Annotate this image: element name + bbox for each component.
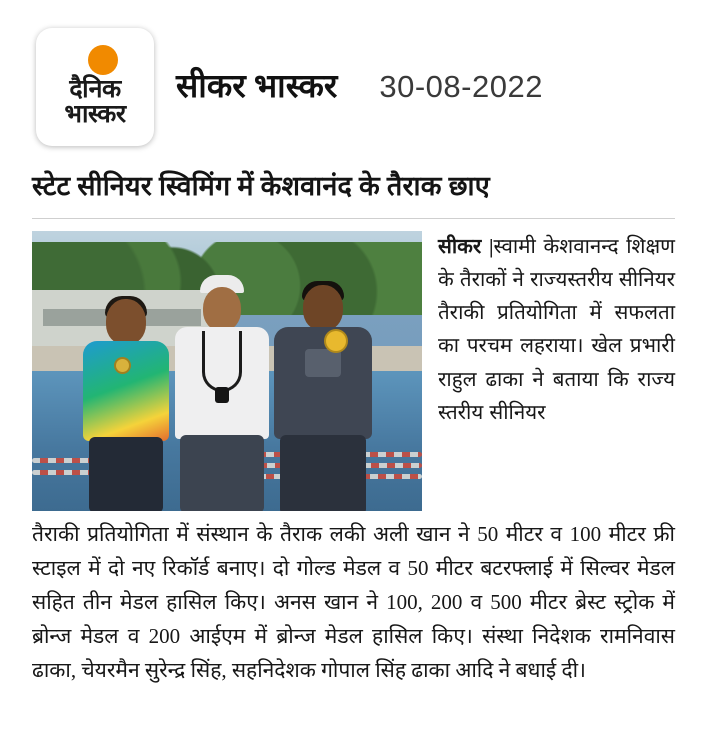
athlete-right [270,279,376,511]
head [303,285,343,331]
tracksuit-jacket [83,341,169,441]
logo-line-2: भास्कर [64,101,126,129]
edition-date: 30-08-2022 [379,68,543,104]
legs [280,435,366,511]
gold-medal-icon [326,331,346,351]
sun-icon [88,45,118,75]
article-top-section [32,231,675,511]
head [203,287,241,331]
masthead [0,0,705,156]
swimmers-with-coach-photo [32,231,422,511]
athlete-left [80,299,172,511]
dateline: सीकर | [438,235,494,258]
edition-name: सीकर भास्कर [176,68,338,105]
medal-icon [116,359,129,372]
article [0,156,705,687]
tshirt [274,327,372,439]
whistle-lanyard-icon [202,331,242,392]
dainik-bhaskar-logo [36,28,154,146]
headline-divider [32,218,675,219]
logo-line-1: दैनिक [69,76,121,104]
article-lead-text: स्वामी केशवानन्द शिक्षण के तैराकों ने राज्यस्तरीय सीनियर तैराकी प्रतियोगिता में सफलता का परचम लहराया। खेल प्रभारी राहुल ढाका ने बताया कि राज्य स्तरीय सीनियर [438,235,676,424]
legs [180,435,264,511]
head [106,299,146,345]
masthead-titles [176,62,543,113]
legs [89,437,163,511]
article-body-text: तैराकी प्रतियोगिता में संस्थान के तैराक लकी अली खान ने 50 मीटर व 100 मीटर फ्री स्टाइल में दो नए रिकॉर्ड बनाए। दो गोल्ड मेडल व 50 मीटर बटरफ्लाई में सिल्वर मेडल सहित तीन मेडल हासिल किए। अनस खान ने 100, 200 व 500 मीटर ब्रेस्ट स्ट्रोक में ब्रोन्ज मेडल व 200 आईएम में ब्रोन्ज मेडल हासिल किए। संस्था निदेशक रामनिवास ढाका, चेयरमैन सुरेन्द्र सिंह, सहनिदेशक गोपाल सिंह ढाका आदि ने बधाई दी। [32,521,675,682]
whistle-icon [215,387,229,403]
article-headline: स्टेट सीनियर स्विमिंग में केशवानंद के तैराक छाए [32,171,490,201]
tshirt-print [305,349,341,377]
article-lead-column [438,231,675,430]
coach-center [172,275,272,511]
